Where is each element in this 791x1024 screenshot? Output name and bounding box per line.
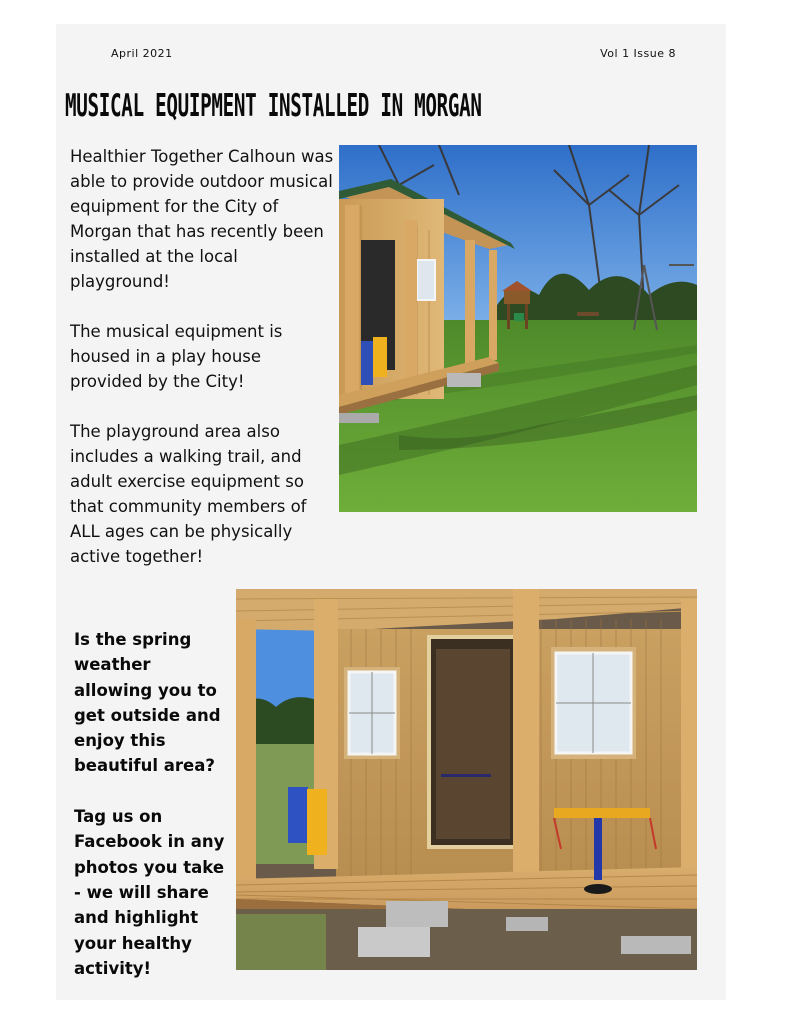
issue-volume: Vol 1 Issue 8 (600, 47, 676, 60)
article-paragraph: The musical equipment is housed in a play house provided by the City! (70, 322, 283, 391)
playhouse-exterior-photo (339, 145, 697, 512)
issue-date: April 2021 (111, 47, 173, 60)
callout-paragraph: Tag us on Facebook in any photos you take - we will share and highlight your healthy activity! (74, 807, 225, 978)
callout-paragraph: Is the spring weather allowing you to get outside and enjoy this beautiful area? (74, 630, 221, 776)
article-headline: MUSICAL EQUIPMENT INSTALLED IN MORGAN (65, 88, 482, 124)
playhouse-porch-image (236, 589, 697, 970)
playhouse-porch-photo (236, 589, 697, 970)
playhouse-exterior-image (339, 145, 697, 512)
article-body (70, 144, 338, 594)
article-paragraph: Healthier Together Calhoun was able to provide outdoor musical equipment for the City of Morgan that has recently been installed at the local playground! (70, 147, 334, 291)
callout-text (74, 627, 234, 1006)
article-paragraph: The playground area also includes a walking trail, and adult exercise equipment so that community members of ALL ages can be physically active together! (70, 422, 307, 566)
